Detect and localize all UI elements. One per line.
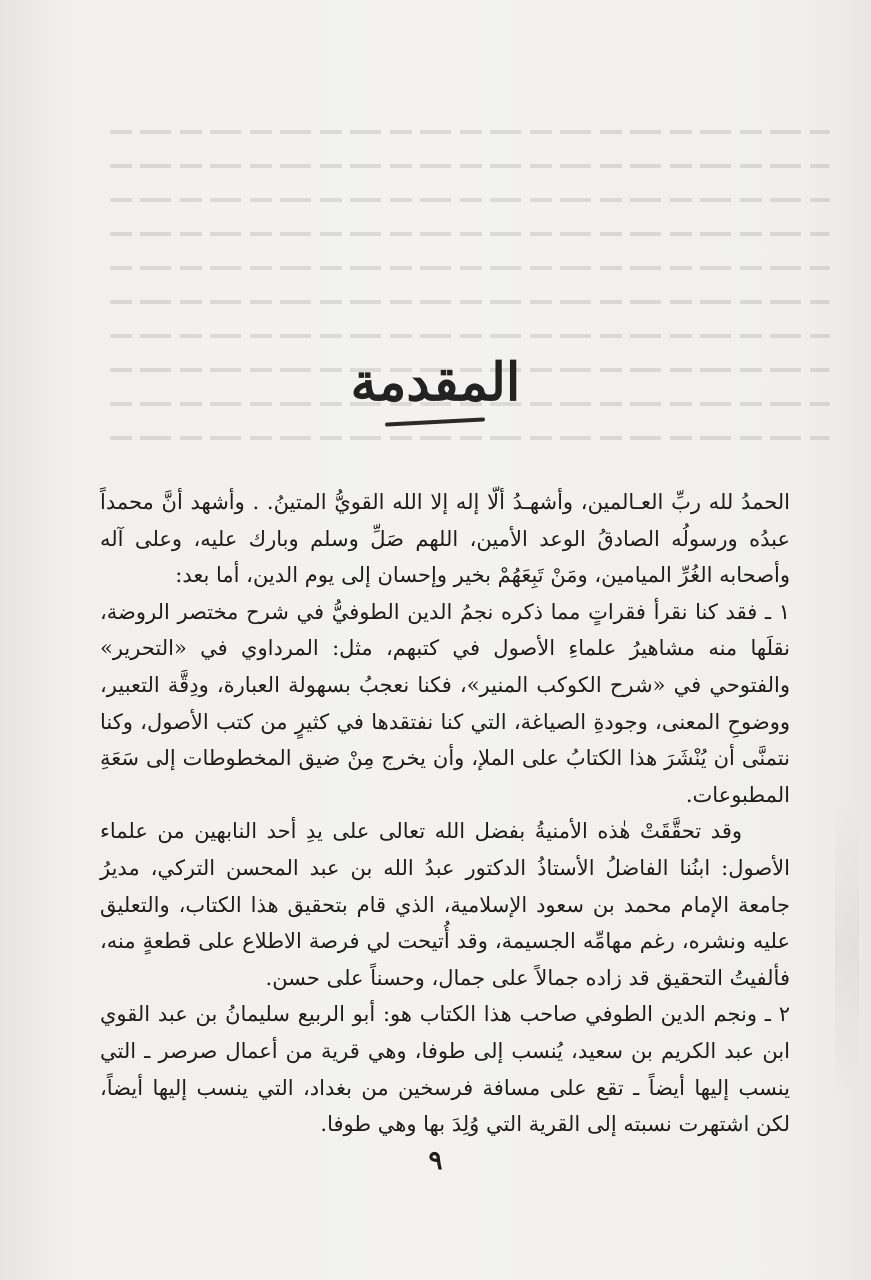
- paragraph-numbered-1: ١ ـ فقد كنا نقرأ فقراتٍ مما ذكره نجمُ الدين الطوفيُّ في شرح مختصر الروضة، نقلَها منه مشاهيرُ علماءِ الأصول في كتبهم، مثل: المرداوي في «التحرير» والفتوحي في «شرح الكوكب المنير»، فكنا نعجبُ بسهولة العبارة، ودِقَّة التعبير، ووضوحِ المعنى، وجودةِ الصياغة، التي كنا نفتقدها في كثيرٍ من كتب الأصول، وكنا نتمنَّى أن يُنْشَرَ هذا الكتابُ على الملإ، وأن يخرج مِنْ ضيق المخطوطات إلى سَعَةِ المطبوعات.: [100, 599, 790, 807]
- body-text: [100, 484, 790, 1143]
- paragraph-numbered-2: ٢ ـ ونجم الدين الطوفي صاحب هذا الكتاب هو: أبو الربيع سليمانُ بن عبد القوي ابن عبد الكريم بن سعيد، يُنسب إلى طوفا، وهي قرية من أعمال صرصر ـ التي ينسب إليها أيضاً ـ تقع على مسافة فرسخين من بغداد، التي ينسب إليها أيضاً، لكن اشتهرت نسبته إلى القرية التي وُلِدَ بها وهي طوفا.: [100, 1002, 790, 1137]
- paragraph-opening: الحمدُ لله ربِّ العـالمين، وأشهـدُ ألّا إله إلا الله القويُّ المتينُ. . وأشهد أنَّ محمداً عبدُه ورسولُه الصادقُ الوعد الأمين، اللهم صَلِّ وسلم وبارك عليه، وعلى آله وأصحابه الغُرِّ الميامين، ومَنْ تَبِعَهُمْ بخير وإحسان إلى يوم الدين، أما بعد:: [100, 490, 790, 588]
- page-title: المقدمة: [350, 352, 521, 413]
- page-edge-shadow: [835, 800, 859, 1100]
- page-number: ٩: [428, 1146, 443, 1176]
- bleed-through-text: [110, 130, 830, 490]
- paragraph-realization: وقد تحقَّقَتْ هٰذه الأمنيةُ بفضل الله تعالى على يدِ أحد النابهين من علماء الأصول: ابنُنا الفاضلُ الأستاذُ الدكتور عبدُ الله بن عبد المحسن التركي، مديرُ جامعة الإمام محمد بن سعود الإسلامية، الذي قام بتحقيق هذا الكتاب، والتعليق عليه ونشره، رغم مهامِّه الجسيمة، وقد أُتيحت لي فرصة الاطلاع على قطعةٍ منه، فألفيتُ التحقيق قد زاده جمالاً على جمال، وحسناً على حسن.: [100, 819, 790, 990]
